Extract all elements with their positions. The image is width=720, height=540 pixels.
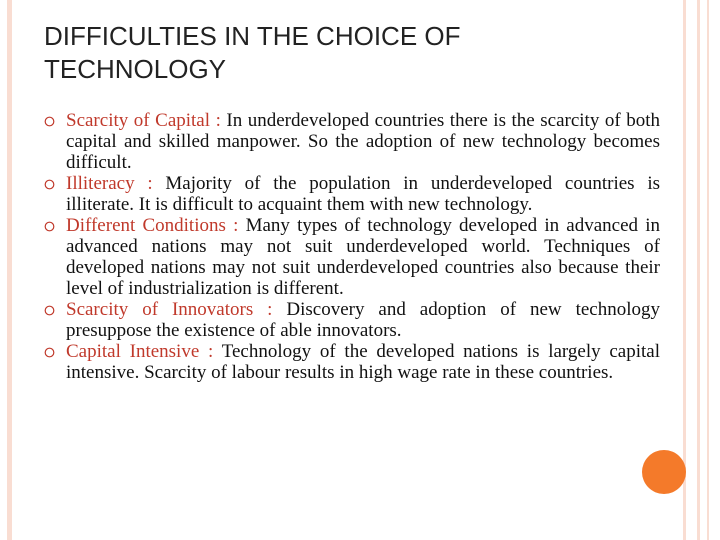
bullet-term: Scarcity of Innovators	[66, 299, 254, 320]
bullet-term: Different Conditions	[66, 215, 226, 236]
bullet-circle-icon	[44, 221, 55, 232]
bullet-circle-icon	[44, 116, 55, 127]
bullet-circle-icon	[44, 179, 55, 190]
decorative-orange-circle	[642, 450, 686, 494]
slide-title	[44, 20, 644, 86]
bullet-text: Majority of the population in underdeveloped countries is illiterate. It is difficult to acquaint them with new technology.	[66, 173, 661, 215]
frame-border-right-outer	[707, 0, 709, 540]
slide-title-line: TECHNOLOGY	[44, 54, 227, 84]
frame-border-right-middle	[697, 0, 700, 540]
bullet-separator: :	[199, 341, 222, 362]
slide-title-line: DIFFICULTIES IN THE CHOICE OF	[44, 21, 461, 51]
bullet-term: Capital Intensive	[66, 341, 200, 362]
bullet-item	[44, 299, 660, 341]
bullet-circle-icon	[44, 305, 55, 316]
bullet-text: Many types of technology developed in advanced in advanced nations may not suit underdeveloped world. Techniques of developed nations may not suit underdeveloped countries also because their level of industrialization is different.	[66, 215, 661, 299]
bullet-separator: :	[210, 110, 227, 131]
bullet-item	[44, 173, 660, 215]
frame-border-right-inner	[683, 0, 686, 540]
frame-border-left	[7, 0, 12, 540]
bullet-item	[44, 215, 660, 299]
bullet-item	[44, 341, 660, 383]
bullet-term: Illiteracy	[66, 173, 135, 194]
bullet-separator: :	[134, 173, 166, 194]
bullet-list	[44, 110, 660, 383]
bullet-text: In underdeveloped countries there is the scarcity of both capital and skilled manpower. So the adoption of new technology becomes difficult.	[66, 110, 661, 173]
bullet-separator: :	[225, 215, 246, 236]
bullet-text: Discovery and adoption of new technology presuppose the existence of able innovators.	[66, 299, 661, 341]
bullet-circle-icon	[44, 347, 55, 358]
bullet-separator: :	[253, 299, 287, 320]
bullet-term: Scarcity of Capital	[66, 110, 211, 131]
bullet-text: Technology of the developed nations is largely capital intensive. Scarcity of labour results in high wage rate in these countries.	[66, 341, 660, 383]
bullet-item	[44, 110, 660, 173]
